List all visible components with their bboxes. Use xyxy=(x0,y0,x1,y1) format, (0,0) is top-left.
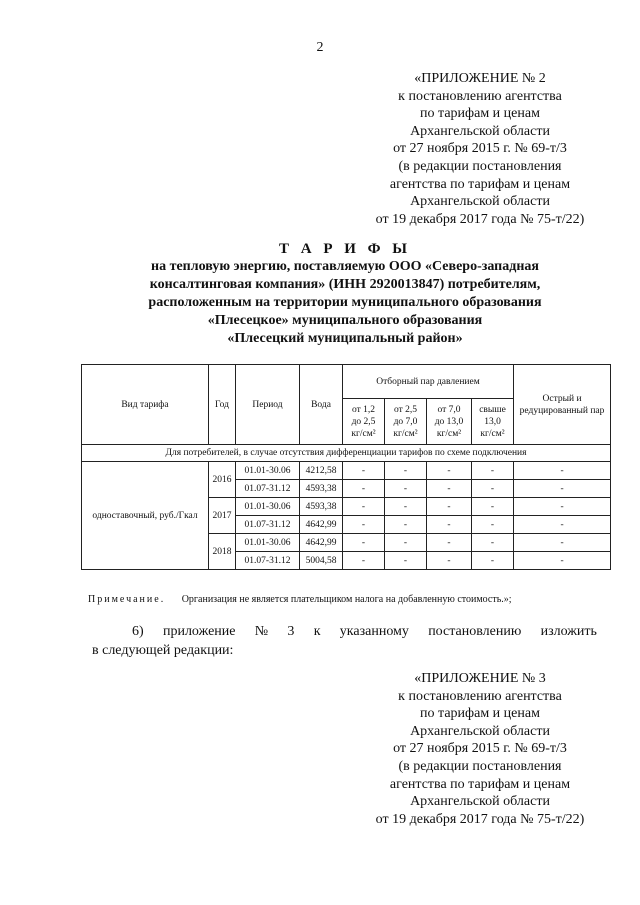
steam-col-line: от 2,5 xyxy=(393,404,418,415)
steam-cell: - xyxy=(472,516,514,534)
water-cell: 5004,58 xyxy=(300,552,343,570)
appendix-line: по тарифам и ценам xyxy=(420,706,540,722)
footnote-label: Примечание. xyxy=(88,594,166,605)
appendix-line: (в редакции постановления xyxy=(398,158,562,174)
appendix-line: агентства по тарифам и ценам xyxy=(389,176,571,192)
period-cell: 01.01-30.06 xyxy=(236,534,300,552)
appendix-2-header xyxy=(330,70,630,228)
steam-col-line: 13,0 xyxy=(484,416,501,427)
steam-col-unit: кг/см² xyxy=(480,428,505,439)
appendix-line: (в редакции постановления xyxy=(398,758,562,774)
appendix-line: «ПРИЛОЖЕНИЕ № 3 xyxy=(414,671,546,686)
steam-cell: - xyxy=(427,480,472,498)
appendix-line: от 27 ноября 2015 г. № 69-т/3 xyxy=(393,741,567,757)
sharp-steam-cell: - xyxy=(514,552,611,570)
period-cell: 01.01-30.06 xyxy=(236,498,300,516)
appendix-line: от 27 ноября 2015 г. № 69-т/3 xyxy=(393,141,567,157)
steam-cell: - xyxy=(385,552,427,570)
consumer-note-row: Для потребителей, в случае отсутствия дифференциации тарифов по схеме подключения xyxy=(82,445,611,462)
appendix-line: по тарифам и ценам xyxy=(420,106,540,122)
header-steam-col xyxy=(385,399,427,445)
header-steam-col xyxy=(472,399,514,445)
steam-col-unit: кг/см² xyxy=(436,428,462,439)
steam-cell: - xyxy=(343,516,385,534)
sharp-steam-cell: - xyxy=(514,462,611,480)
title-line: консалтинговая компания» (ИНН 2920013847) потребителям, xyxy=(149,277,541,292)
title-line: «Плесецкий муниципальный район» xyxy=(227,331,463,346)
steam-col-unit: кг/см² xyxy=(393,428,418,439)
tariff-kind: одноставочный, руб./Гкал xyxy=(82,462,209,570)
period-cell: 01.07-31.12 xyxy=(236,552,300,570)
steam-cell: - xyxy=(385,498,427,516)
title-line: расположенным на территории муниципального образования xyxy=(148,295,542,310)
steam-cell: - xyxy=(472,480,514,498)
sharp-steam-cell: - xyxy=(514,516,611,534)
tariff-title xyxy=(110,240,580,348)
title-line: на тепловую энергию, поставляемую ООО «Северо-западная xyxy=(151,259,539,274)
steam-cell: - xyxy=(427,498,472,516)
header-steam-group: Отборный пар давлением xyxy=(343,365,514,399)
steam-cell: - xyxy=(427,516,472,534)
sharp-steam-cell: - xyxy=(514,498,611,516)
water-cell: 4642,99 xyxy=(300,534,343,552)
year-cell: 2017 xyxy=(209,498,236,534)
header-kind: Вид тарифа xyxy=(82,365,209,445)
appendix-line: Архангельской области xyxy=(410,723,550,739)
paragraph-word: 6) xyxy=(132,624,144,639)
steam-col-line: свыше xyxy=(479,404,506,415)
steam-col-line: до 7,0 xyxy=(393,416,418,427)
steam-col-line: от 1,2 xyxy=(351,404,376,415)
year-cell: 2018 xyxy=(209,534,236,570)
appendix-3-header xyxy=(330,670,630,828)
steam-col-line: до 2,5 xyxy=(351,416,376,427)
paragraph-word: постановлению xyxy=(428,624,522,639)
steam-col-line: от 7,0 xyxy=(437,404,461,415)
footnote-text: Организация не является плательщиком налога на добавленную стоимость.»; xyxy=(181,594,512,605)
steam-cell: - xyxy=(385,462,427,480)
steam-cell: - xyxy=(385,534,427,552)
appendix-line: от 19 декабря 2017 года № 75-т/22) xyxy=(375,211,585,227)
steam-cell: - xyxy=(343,534,385,552)
header-water: Вода xyxy=(300,365,343,445)
paragraph-word: № xyxy=(254,624,269,639)
steam-cell: - xyxy=(343,480,385,498)
steam-cell: - xyxy=(472,552,514,570)
table-row xyxy=(82,462,611,480)
steam-cell: - xyxy=(427,534,472,552)
appendix-line: агентства по тарифам и ценам xyxy=(389,776,571,792)
steam-cell: - xyxy=(427,462,472,480)
header-sharp-steam: Острый и редуцированный пар xyxy=(514,365,611,445)
paragraph-line-1 xyxy=(92,622,597,641)
steam-col-line: до 13,0 xyxy=(434,416,464,427)
steam-cell: - xyxy=(385,480,427,498)
paragraph-word: указанному xyxy=(339,624,409,639)
appendix-line: к постановлению агентства xyxy=(398,88,562,104)
paragraph-word: изложить xyxy=(540,624,597,639)
paragraph-line-2: в следующей редакции: xyxy=(92,643,234,658)
steam-col-unit: кг/см² xyxy=(351,428,376,439)
sharp-steam-cell: - xyxy=(514,534,611,552)
page-number: 2 xyxy=(316,40,324,55)
steam-cell: - xyxy=(385,516,427,534)
appendix-line: Архангельской области xyxy=(410,123,550,139)
appendix-line: к постановлению агентства xyxy=(398,688,562,704)
appendix-line: «ПРИЛОЖЕНИЕ № 2 xyxy=(414,71,546,86)
header-period: Период xyxy=(236,365,300,445)
appendix-line: Архангельской области xyxy=(410,194,550,210)
period-cell: 01.01-30.06 xyxy=(236,462,300,480)
header-year: Год xyxy=(209,365,236,445)
period-cell: 01.07-31.12 xyxy=(236,480,300,498)
steam-cell: - xyxy=(472,534,514,552)
tariff-table xyxy=(81,364,611,570)
steam-cell: - xyxy=(472,462,514,480)
sharp-steam-cell: - xyxy=(514,480,611,498)
steam-cell: - xyxy=(343,462,385,480)
water-cell: 4593,38 xyxy=(300,480,343,498)
water-cell: 4212,58 xyxy=(300,462,343,480)
period-cell: 01.07-31.12 xyxy=(236,516,300,534)
paragraph-word: к xyxy=(313,624,321,639)
water-cell: 4593,38 xyxy=(300,498,343,516)
year-cell: 2016 xyxy=(209,462,236,498)
title-heading: Т А Р И Ф Ы xyxy=(278,241,412,257)
steam-cell: - xyxy=(343,552,385,570)
paragraph-word: 3 xyxy=(287,624,295,639)
paragraph-word: приложение xyxy=(162,624,236,639)
amendment-paragraph xyxy=(92,622,597,660)
header-steam-col xyxy=(427,399,472,445)
steam-cell: - xyxy=(472,498,514,516)
appendix-line: от 19 декабря 2017 года № 75-т/22) xyxy=(375,811,585,827)
steam-cell: - xyxy=(427,552,472,570)
water-cell: 4642,99 xyxy=(300,516,343,534)
steam-cell: - xyxy=(343,498,385,516)
header-steam-col xyxy=(343,399,385,445)
footnote xyxy=(88,594,512,605)
appendix-line: Архангельской области xyxy=(410,794,550,810)
title-line: «Плесецкое» муниципального образования xyxy=(207,313,483,328)
